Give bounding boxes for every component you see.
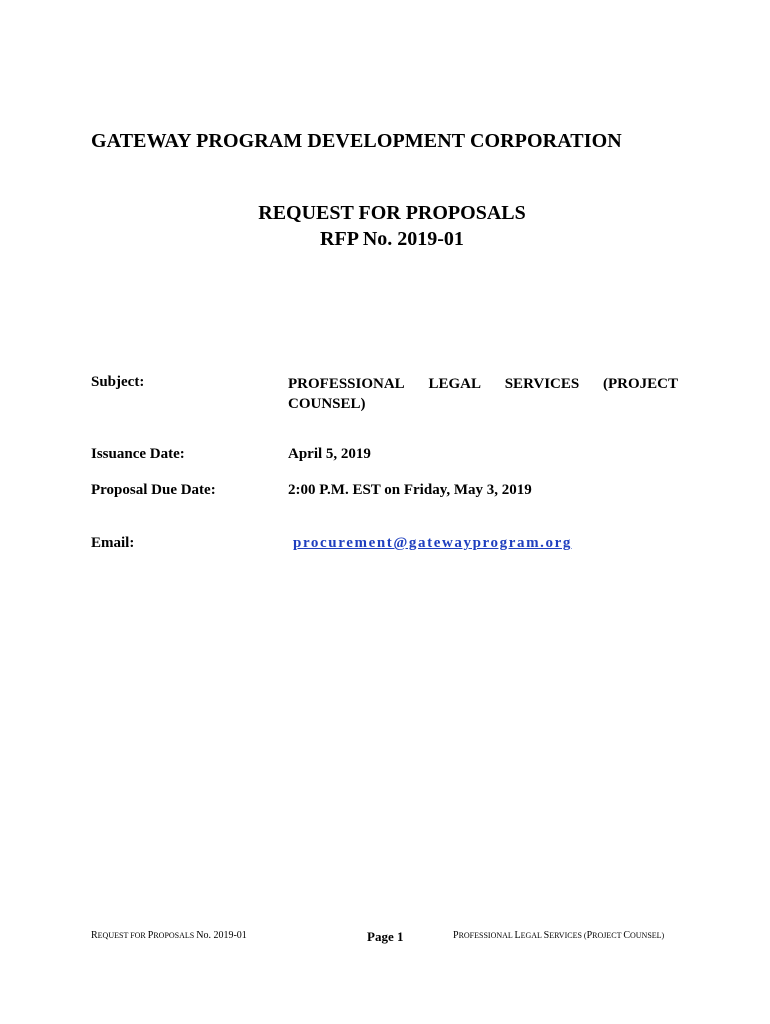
subject-word: LEGAL	[428, 376, 481, 392]
footer-right-text: L	[514, 930, 521, 941]
issuance-date-label: Issuance Date:	[91, 446, 185, 462]
footer-right-text: S	[543, 930, 550, 941]
footer-left-text: ROPOSALS	[153, 931, 197, 940]
footer-right-text: OUNSEL)	[630, 931, 665, 940]
footer-right-text: P	[453, 930, 459, 941]
due-date-label: Proposal Due Date:	[91, 482, 216, 498]
footer-right-text: EGAL	[520, 931, 544, 940]
footer-right-text: ROFESSIONAL	[458, 931, 515, 940]
organization-title: GATEWAY PROGRAM DEVELOPMENT CORPORATION	[91, 130, 622, 152]
footer-left-text: o. 2019-01	[203, 930, 247, 941]
issuance-date-value: April 5, 2019	[288, 446, 371, 462]
subject-word: SERVICES	[504, 376, 580, 392]
rfp-title: REQUEST FOR PROPOSALS	[258, 202, 526, 224]
footer-left	[91, 930, 247, 941]
footer-right-text: C	[623, 930, 630, 941]
due-date-value: 2:00 P.M. EST on Friday, May 3, 2019	[288, 482, 532, 498]
footer-left-text: P	[147, 930, 154, 941]
subject-line-1	[288, 374, 678, 394]
footer-right-text: P	[586, 930, 593, 941]
subject-line-2: COUNSEL)	[288, 396, 366, 412]
footer-left-text: EQUEST FOR	[97, 931, 148, 940]
footer-right	[453, 930, 664, 941]
footer-right-text: ROJECT	[592, 931, 624, 940]
page-number: Page 1	[367, 929, 404, 944]
footer-right-text: ERVICES (	[549, 931, 587, 940]
email-link[interactable]: procurement@gatewayprogram.org	[293, 535, 572, 551]
rfp-number: RFP No. 2019-01	[320, 228, 464, 250]
footer-left-text: R	[91, 930, 98, 941]
subject-word: PROFESSIONAL	[288, 376, 405, 392]
subject-label: Subject:	[91, 374, 145, 390]
email-label: Email:	[91, 535, 135, 551]
subject-word: (PROJECT	[602, 376, 678, 392]
subject-value	[288, 374, 678, 414]
footer-left-text: N	[196, 930, 204, 941]
